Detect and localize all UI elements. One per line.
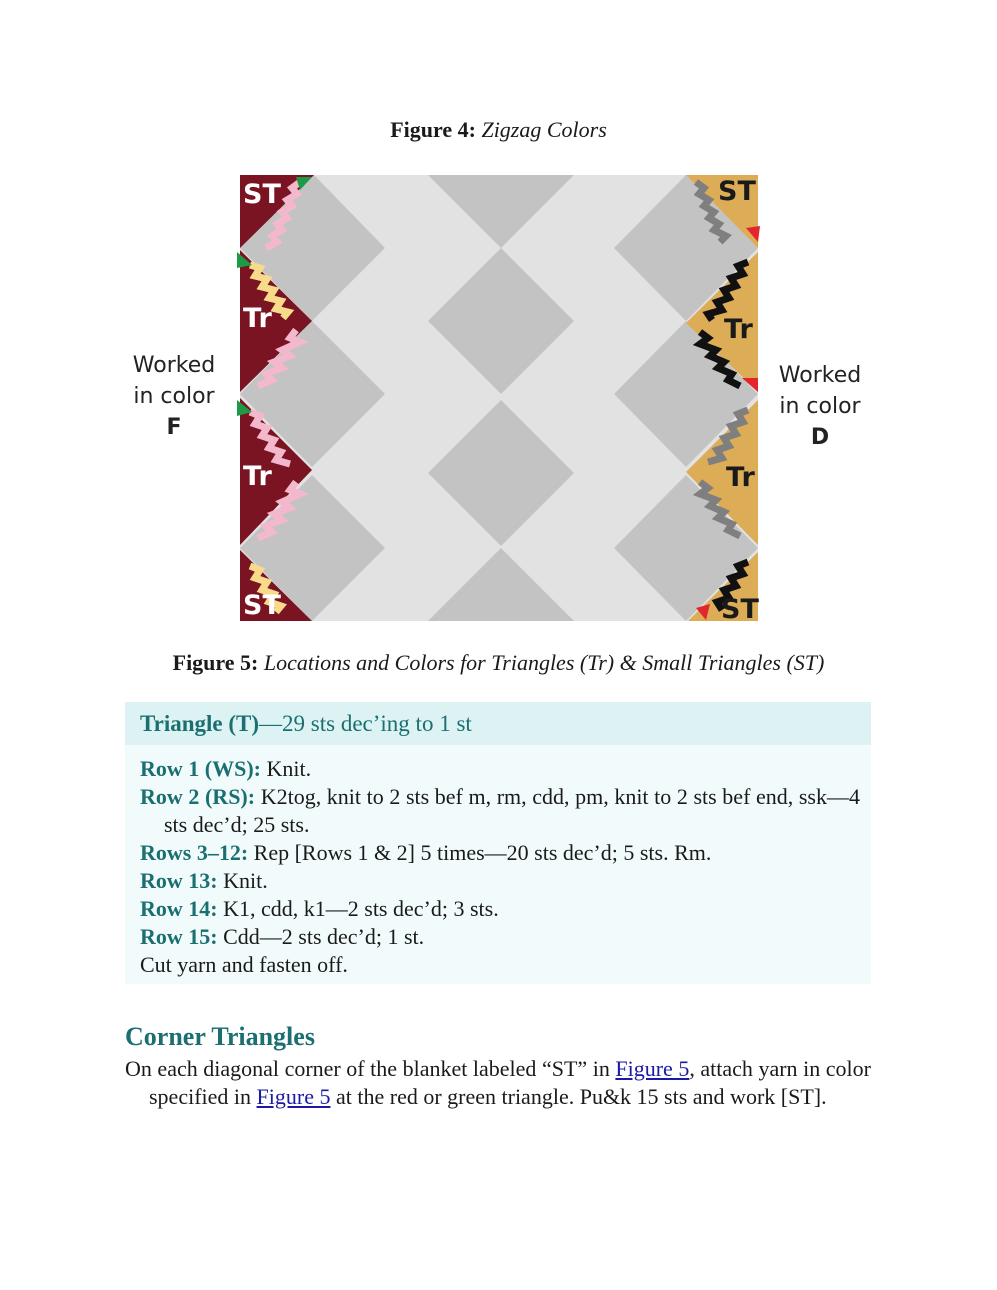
pattern-row: Row 14: K1, cdd, k1—2 sts dec’d; 3 sts. [140,896,499,921]
label-tr-left-lower: Tr [243,461,272,492]
pattern-row: Rows 3–12: Rep [Rows 1 & 2] 5 times—20 sts dec’d; 5 sts. Rm. [140,840,712,865]
triangle-pattern-box [125,702,871,984]
label-tr-left-upper: Tr [243,303,272,334]
section-title: Corner Triangles [125,1022,315,1051]
label-tr-right-upper: Tr [724,314,753,345]
figure-5-title: Locations and Colors for Triangles (Tr) & Small Triangles (ST) [263,650,825,675]
pattern-row: Row 13: Knit. [140,868,268,893]
figure-5-caption [0,650,997,676]
label-st-right-bottom: ST [721,594,759,625]
label-tr-right-lower: Tr [726,462,755,493]
left-color-label: Worked in color F [118,350,230,443]
pattern-row: Row 15: Cdd—2 sts dec’d; 1 st. [140,924,425,949]
label-st-left-bottom: ST [243,590,281,621]
figure-4-title: Zigzag Colors [481,117,607,142]
label-st-right-top: ST [718,176,756,207]
pattern-row: Row 2 (RS): K2tog, knit to 2 sts bef m, rm, cdd, pm, knit to 2 sts bef end, ssk—4 sts dec’d; 25 sts. [140,784,860,837]
triangle-box-body [125,745,871,979]
pattern-final: Cut yarn and fasten off. [140,952,348,977]
right-color-letter: D [810,425,830,450]
figure-4-label: Figure 4: [390,117,476,142]
figure-5-label: Figure 5: [172,650,259,675]
figure-5-link[interactable]: Figure 5 [615,1056,690,1081]
corner-triangles-paragraph: On each diagonal corner of the blanket labeled “ST” in Figure 5, attach yarn in color specified in Figure 5 at the red or green triangle. Pu&k 15 sts and work [ST]. [125,1056,871,1109]
right-color-label: Worked in color D [770,360,870,453]
label-st-left-top: ST [243,179,281,210]
pattern-row: Row 1 (WS): Knit. [140,756,312,781]
triangle-box-heading: Triangle (T)—29 sts dec’ing to 1 st [125,702,871,745]
zigzag-diagram [0,0,997,640]
left-color-letter: F [166,415,182,440]
figure-5-link[interactable]: Figure 5 [256,1084,331,1109]
